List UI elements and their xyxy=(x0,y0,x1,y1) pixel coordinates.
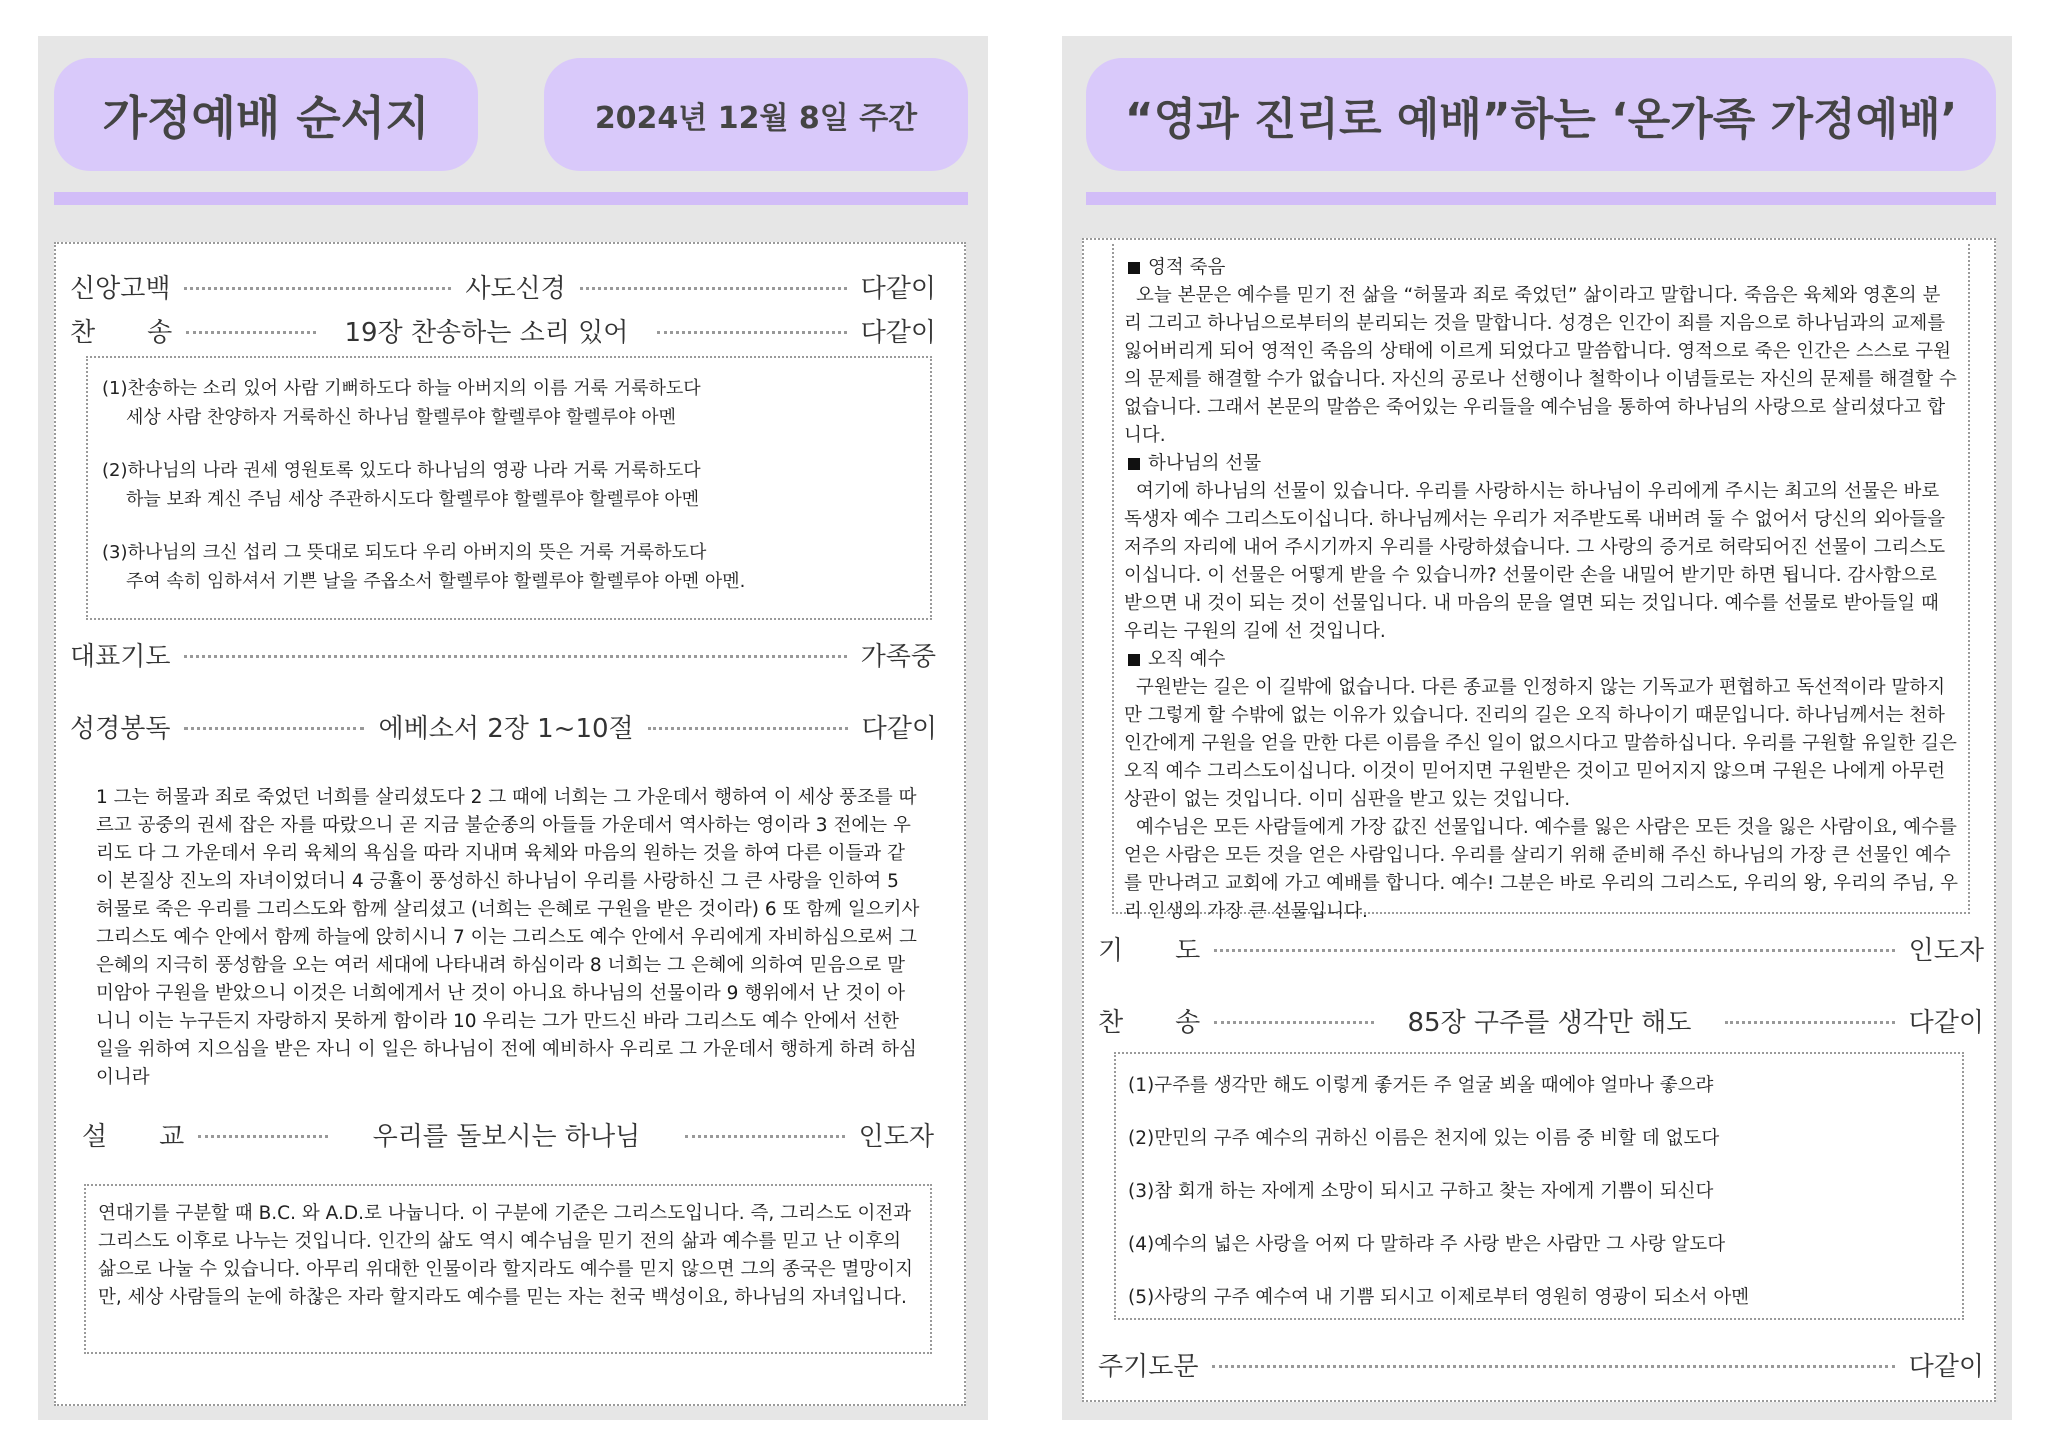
right-page xyxy=(1062,36,2012,1420)
dotted-leader xyxy=(184,727,364,730)
hymn-verse: (3)참 회개 하는 자에게 소망이 되시고 구하고 찾는 자에게 기쁨이 되신다 xyxy=(1128,1181,1714,1202)
hymn-lyrics-box xyxy=(1114,1052,1964,1320)
order-row-reading xyxy=(70,708,936,745)
section-body: 여기에 하나님의 선물이 있습니다. 우리를 사랑하시는 하나님이 우리에게 주시는 최고의 선물은 바로 독생자 예수 그리스도이십니다. 하나님께서는 우리가 저주받도록 내버려 둘 수 없어서 당신의 외아들을 저주의 자리에 내어 주시기까지 우리를 사랑하셨습니다. 그 사랑의 증거로 허락되어진 선물이 그리스도이십니다. 이 선물은 어떻게 받을 수 있습니까? 선물이란 손을 내밀어 받기만 하면 됩니다. 감사함으로 받으면 내 것이 되는 것이 선물입니다. 내 마음의 문을 열면 되는 것입니다. 예수를 선물로 받아들일 때 우리는 구원의 길에 선 것입니다. xyxy=(1124,481,1946,642)
order-row-hymn xyxy=(1098,1002,1984,1039)
dotted-leader xyxy=(685,1135,845,1138)
row-label: 신앙고백 xyxy=(70,274,171,304)
accent-bar xyxy=(1086,192,1996,205)
section-body: 구원받는 길은 이 길밖에 없습니다. 다른 종교를 인정하지 않는 기독교가 편협하고 독선적이라 말하지만 그렇게 할 수밖에 없는 이유가 있습니다. 진리의 길은 오직 하나이기 때문입니다. 하나님께서는 천하 인간에게 구원을 얻을 만한 다른 이름을 주신 일이 없으시다고 말씀하십니다. 우리를 구원할 유일한 길은 오직 예수 그리스도이십니다. 이것이 믿어지면 구원받은 것이고 믿어지지 않으며 구원은 나에게 아무런 상관이 없는 것입니다. 이미 심판을 받고 있는 것입니다. xyxy=(1124,677,1957,810)
square-bullet-icon xyxy=(1128,654,1140,666)
order-row-lords-prayer xyxy=(1098,1346,1984,1383)
row-label: 설 교 xyxy=(82,1122,185,1152)
dotted-leader xyxy=(1214,949,1894,952)
section-heading: 하나님의 선물 xyxy=(1148,453,1262,474)
square-bullet-icon xyxy=(1128,262,1140,274)
order-row-confession xyxy=(70,268,936,305)
accent-bar xyxy=(54,192,968,205)
row-right: 인도자 xyxy=(858,1122,934,1152)
page-title: 가정예배 순서지 xyxy=(54,58,478,171)
section-body: 오늘 본문은 예수를 믿기 전 삶을 “허물과 죄로 죽었던” 삶이라고 말합니다. 죽음은 육체와 영혼의 분리 그리고 하나님으로부터의 분리되는 것을 말합니다. 성경은 인간이 죄를 지음으로 하나님과의 교제를 잃어버리게 되어 영적인 죽음의 상태에 이르게 되었다고 말씀합니다. 영적으로 죽은 인간은 스스로 구원의 문제를 해결할 수가 없습니다. 자신의 공로나 선행이나 철학이나 이념들로는 자신의 문제를 해결할 수 없습니다. 그래서 본문의 말씀은 죽어있는 우리들을 예수님을 통하여 하나님의 사랑으로 살리셨다고 합니다. xyxy=(1124,285,1957,446)
order-row-sermon xyxy=(82,1116,934,1153)
order-row-hymn xyxy=(70,312,936,349)
dotted-leader xyxy=(1725,1021,1895,1024)
hymn-verse: (3)하나님의 크신 섭리 그 뜻대로 되도다 우리 아버지의 뜻은 거룩 거룩하도다 주여 속히 임하셔서 기쁜 날을 주옵소서 할렐루야 할렐루야 할렐루야 아멘 아멘. xyxy=(102,542,746,592)
date-badge: 2024년 12월 8일 주간 xyxy=(544,58,968,171)
row-right: 다같이 xyxy=(1908,1352,1984,1382)
sermon-section xyxy=(1124,646,1958,926)
dotted-leader xyxy=(184,287,451,290)
hymn-verse: (5)사랑의 구주 예수여 내 기쁨 되시고 이제로부터 영원히 영광이 되소서 아멘 xyxy=(1128,1287,1750,1308)
row-label: 기 도 xyxy=(1098,936,1201,966)
hymn-verse: (1)찬송하는 소리 있어 사람 기뻐하도다 하늘 아버지의 이름 거룩 거룩하도다 세상 사람 찬양하자 거룩하신 하나님 할렐루야 할렐루야 할렐루야 아멘 xyxy=(102,378,701,428)
page-title: “영과 진리로 예배”하는 ‘온가족 가정예배’ xyxy=(1086,58,1996,171)
sermon-body-box xyxy=(1112,244,1970,922)
row-right: 다같이 xyxy=(1908,1008,1984,1038)
dotted-leader xyxy=(1212,1365,1894,1368)
sermon-section xyxy=(1124,254,1958,450)
dotted-leader xyxy=(186,331,316,334)
row-right: 다같이 xyxy=(861,714,938,744)
section-heading: 오직 예수 xyxy=(1148,649,1226,670)
sermon-section xyxy=(1124,450,1958,646)
hymn-verse: (2)만민의 구주 예수의 귀하신 이름은 천지에 있는 이름 중 비할 데 없도다 xyxy=(1128,1128,1720,1149)
right-sheet xyxy=(1082,238,1996,1402)
dotted-leader xyxy=(198,1135,328,1138)
hymn-verse: (1)구주를 생각만 해도 이렇게 좋거든 주 얼굴 뵈올 때에야 얼마나 좋으랴 xyxy=(1128,1075,1714,1096)
dotted-leader xyxy=(648,727,848,730)
row-center: 우리를 돌보시는 하나님 xyxy=(372,1122,641,1152)
dotted-leader xyxy=(184,655,846,658)
hymn-verse: (4)예수의 넓은 사랑을 어찌 다 말하랴 주 사랑 받은 사람만 그 사랑 알도다 xyxy=(1128,1234,1726,1255)
row-center: 85장 구주를 생각만 해도 xyxy=(1407,1008,1692,1038)
dotted-leader xyxy=(1214,1021,1374,1024)
dotted-leader xyxy=(580,287,847,290)
row-right: 가족중 xyxy=(860,642,936,672)
row-right: 인도자 xyxy=(1908,936,1984,966)
row-right: 다같이 xyxy=(860,318,936,348)
row-center: 에베소서 2장 1~10절 xyxy=(378,714,634,744)
row-label: 찬 송 xyxy=(1098,1008,1201,1038)
row-center: 19장 찬송하는 소리 있어 xyxy=(344,318,629,348)
hymn-lyrics-box xyxy=(86,356,932,620)
dotted-leader xyxy=(657,331,847,334)
row-label: 찬 송 xyxy=(70,318,173,348)
section-heading: 영적 죽음 xyxy=(1148,257,1226,278)
scripture-passage: 1 그는 허물과 죄로 죽었던 너희를 살리셨도다 2 그 때에 너희는 그 가운데서 행하여 이 세상 풍조를 따르고 공중의 권세 잡은 자를 따랐으니 곧 지금 불순종의 아들들 가운데서 역사하는 영이라 3 전에는 우리도 다 그 가운데서 우리 육체의 욕심을 따라 지내며 육체와 마음의 원하는 것을 하여 다른 이들과 같이 본질상 진노의 자녀이었더니 4 긍휼이 풍성하신 하나님이 우리를 사랑하신 그 큰 사랑을 인하여 5 허물로 죽은 우리를 그리스도와 함께 살리셨고 (너희는 은혜로 구원을 받은 것이라) 6 또 함께 일으키사 그리스도 예수 안에서 함께 하늘에 앉히시니 7 이는 그리스도 예수 안에서 우리에게 자비하심으로써 그 은혜의 지극히 풍성함을 오는 여러 세대에 나타내려 하심이라 8 너희는 그 은혜에 의하여 믿음으로 말미암아 구원을 받았으니 이것은 너희에게서 난 것이 아니요 하나님의 선물이라 9 행위에서 난 것이 아니니 이는 누구든지 자랑하지 못하게 함이라 10 우리는 그가 만드신 바라 그리스도 예수 안에서 선한 일을 위하여 지으심을 받은 자니 이 일은 하나님이 전에 예비하사 우리로 그 가운데서 행하게 하려 하심이니라 xyxy=(96,787,920,1088)
sermon-intro-box: 연대기를 구분할 때 B.C. 와 A.D.로 나눕니다. 이 구분에 기준은 그리스도입니다. 즉, 그리스도 이전과 그리스도 이후로 나누는 것입니다. 인간의 삶도 역시 예수님을 믿기 전의 삶과 예수를 믿고 난 이후의 삶으로 나눌 수 있습니다. 아무리 위대한 인물이라 할지라도 예수를 믿지 않으면 그의 종국은 멸망이지만, 세상 사람들의 눈에 하찮은 자라 할지라도 예수를 믿는 자는 천국 백성이요, 하나님의 자녀입니다. xyxy=(84,1184,932,1354)
left-page xyxy=(38,36,988,1420)
row-label: 주기도문 xyxy=(1098,1352,1199,1382)
section-body: 예수님은 모든 사람들에게 가장 값진 선물입니다. 예수를 잃은 사람은 모든 것을 잃은 사람이요, 예수를 얻은 사람은 모든 것을 얻은 사람입니다. 우리를 살리기 위해 준비해 주신 하나님의 가장 큰 선물인 예수를 만나려고 교회에 가고 예배를 합니다. 예수! 그분은 바로 우리의 그리스도, 우리의 왕, 우리의 주님, 우리 인생의 가장 큰 선물입니다. xyxy=(1124,817,1958,922)
order-row-prayer xyxy=(70,636,936,673)
row-center: 사도신경 xyxy=(465,274,566,304)
hymn-verse: (2)하나님의 나라 권세 영원토록 있도다 하나님의 영광 나라 거룩 거룩하도다 하늘 보좌 계신 주님 세상 주관하시도다 할렐루야 할렐루야 할렐루야 아멘 xyxy=(102,460,701,510)
row-label: 대표기도 xyxy=(70,642,171,672)
row-right: 다같이 xyxy=(860,274,937,304)
left-sheet xyxy=(54,242,966,1406)
order-row-prayer xyxy=(1098,930,1984,967)
square-bullet-icon xyxy=(1128,458,1140,470)
row-label: 성경봉독 xyxy=(70,714,171,744)
